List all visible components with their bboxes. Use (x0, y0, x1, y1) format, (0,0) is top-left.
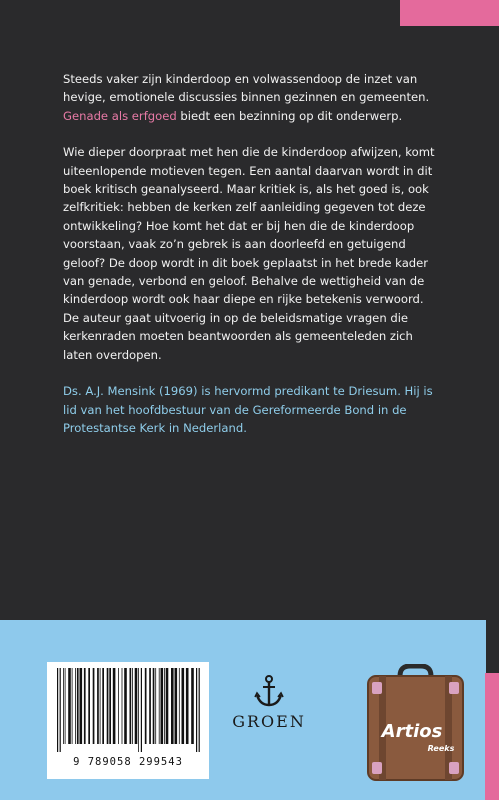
barcode-bar (130, 668, 132, 744)
blurb-paragraph-1 (63, 70, 438, 125)
isbn-number: 9 789058 299543 (73, 756, 183, 768)
barcode-bar (80, 668, 83, 744)
barcode-bar (65, 668, 66, 744)
book-title-highlight: Genade als erfgoed (63, 108, 177, 123)
barcode-bar (84, 668, 86, 744)
barcode-bar (124, 668, 127, 744)
barcode-bar (191, 668, 194, 744)
barcode-bar (63, 668, 64, 744)
blurb-text-end: biedt een bezinning op dit onderwerp. (176, 108, 403, 123)
author-bio: Ds. A.J. Mensink (1969) is hervormd predikant te Driesum. Hij is lid van het hoofdbestuur van de Gereformeerde Bond in de Protestantse Kerk in Nederland. (63, 384, 433, 435)
barcode-bar (171, 668, 174, 744)
barcode-bar (199, 668, 200, 752)
barcode-bar (132, 668, 133, 744)
barcode-bars (53, 668, 203, 752)
barcode-bar (122, 668, 123, 744)
barcode-bar (196, 668, 197, 752)
barcode-bar (97, 668, 99, 744)
series-subtitle: Reeks (427, 744, 455, 753)
blurb-paragraph-2: Wie dieper doorpraat met hen die de kinderdoop afwijzen, komt uiteenlopende motieven tegen. Een aantal daarvan wordt in dit boek kritisch geanalyseerd. Maar kritiek is, als het goed is, ook zelfkritiek: hebben de kerken zelf aanleiding gegeven tot deze ontwikkeling? Hoe komt het dat er bij hen die de kinderdoop voorstaan, vaak zo’n gebrek is aan doorleefd en getuigend geloof? De doop wordt in dit boek geplaatst in het brede kader van genade, verbond en geloof. Behalve de wettigheid van de kinderdoop wordt ook haar diepe en rijke betekenis verwoord. De auteur gaat uitvoerig in op de beleidsmatige vragen die kerkenraden moeten beantwoorden als gemeenteleden zich laten overdopen. (63, 145, 435, 362)
publisher-name: GROEN (232, 712, 306, 731)
barcode-bar (186, 668, 189, 744)
barcode-bar (159, 668, 160, 744)
pink-accent-strip (485, 673, 499, 800)
anchor-icon (252, 674, 286, 708)
blurb-text-start: Steeds vaker zijn kinderdoop en volwassendoop de inzet van hevige, emotionele discussies binnen gezinnen en gemeenten. (63, 72, 430, 105)
blurb-text (63, 70, 438, 455)
pink-accent-tab (400, 0, 499, 26)
barcode-bar (155, 668, 156, 744)
barcode-bar (75, 668, 76, 744)
barcode-bar (57, 668, 58, 752)
barcode-bar (166, 668, 169, 744)
barcode-bar (138, 668, 139, 752)
barcode-bar (179, 668, 180, 744)
series-name: Artios (381, 721, 443, 742)
barcode-bar (113, 668, 116, 744)
barcode-bar (164, 668, 165, 744)
barcode-bar (118, 668, 119, 744)
barcode (47, 662, 209, 779)
barcode-bar (100, 668, 101, 744)
barcode-bar (182, 668, 185, 744)
barcode-bar (175, 668, 178, 744)
barcode-bar (93, 668, 95, 744)
barcode-bar (88, 668, 90, 744)
barcode-bar (107, 668, 109, 744)
barcode-bar (72, 668, 73, 744)
barcode-bar (145, 668, 147, 744)
barcode-bar (153, 668, 155, 744)
barcode-bar (60, 668, 61, 752)
barcode-bar (161, 668, 164, 744)
barcode-bar (77, 668, 79, 744)
barcode-bar (149, 668, 151, 744)
barcode-bar (141, 668, 142, 752)
barcode-bar (68, 668, 71, 744)
barcode-bar (135, 668, 138, 744)
barcode-bar (109, 668, 111, 744)
barcode-bar (102, 668, 104, 744)
